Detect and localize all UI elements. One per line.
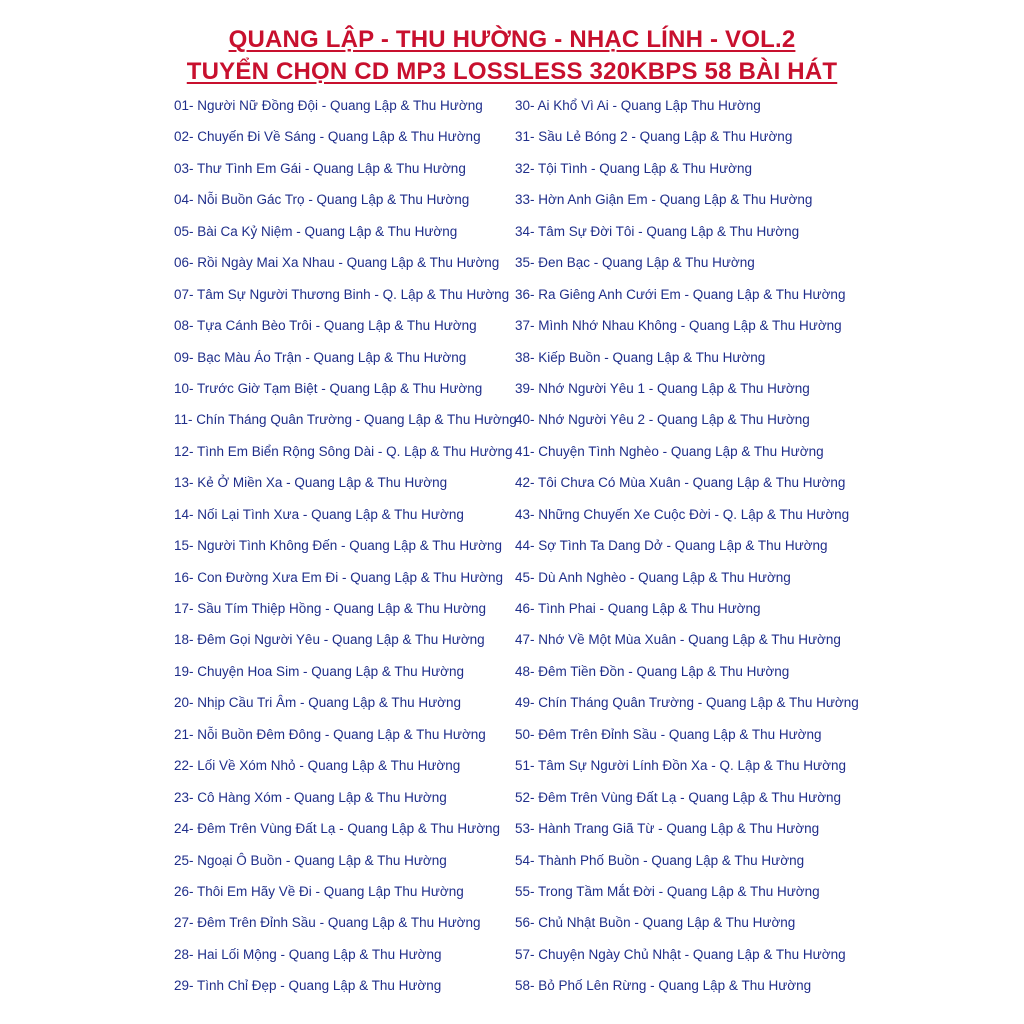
track-item: 32- Tội Tình - Quang Lập & Thu Hường (515, 160, 753, 176)
track-item: 02- Chuyến Đi Về Sáng - Quang Lập & Thu Hường (174, 129, 481, 145)
track-item: 20- Nhịp Cầu Tri Âm - Quang Lập & Thu Hường (174, 695, 462, 711)
track-item: 08- Tựa Cánh Bèo Trôi - Quang Lập & Thu Hường (174, 318, 477, 334)
track-item: 40- Nhớ Người Yêu 2 - Quang Lập & Thu Hường (515, 412, 810, 428)
track-item: 47- Nhớ Về Một Mùa Xuân - Quang Lập & Thu Hường (515, 632, 841, 648)
track-item: 07- Tâm Sự Người Thương Binh - Q. Lập & Thu Hường (174, 286, 510, 302)
track-item: 04- Nỗi Buồn Gác Trọ - Quang Lập & Thu Hường (174, 192, 470, 208)
track-item: 26- Thôi Em Hãy Về Đi - Quang Lập Thu Hường (174, 883, 464, 899)
track-item: 54- Thành Phố Buồn - Quang Lập & Thu Hường (515, 852, 805, 868)
track-item: 37- Mình Nhớ Nhau Không - Quang Lập & Thu Hường (515, 318, 842, 334)
track-item: 56- Chủ Nhật Buồn - Quang Lập & Thu Hường (515, 915, 796, 931)
track-item: 22- Lối Về Xóm Nhỏ - Quang Lập & Thu Hường (174, 758, 461, 774)
track-item: 30- Ai Khổ Vì Ai - Quang Lập Thu Hường (515, 98, 761, 113)
track-item: 01- Người Nữ Đồng Đội - Quang Lập & Thu Hường (174, 98, 483, 113)
track-item: 11- Chín Tháng Quân Trường - Quang Lập & Thu Hường (174, 412, 517, 428)
track-item: 25- Ngoại Ô Buồn - Quang Lập & Thu Hường (174, 852, 447, 868)
track-item: 38- Kiếp Buồn - Quang Lập & Thu Hường (515, 349, 766, 365)
track-item: 39- Nhớ Người Yêu 1 - Quang Lập & Thu Hường (515, 380, 810, 396)
track-item: 18- Đêm Gọi Người Yêu - Quang Lập & Thu Hường (174, 632, 485, 648)
track-item: 10- Trước Giờ Tạm Biệt - Quang Lập & Thu Hường (174, 380, 483, 396)
track-item: 55- Trong Tầm Mắt Đời - Quang Lập & Thu Hường (515, 883, 820, 899)
track-item: 31- Sầu Lẻ Bóng 2 - Quang Lập & Thu Hường (515, 129, 793, 145)
track-item: 34- Tâm Sự Đời Tôi - Quang Lập & Thu Hường (515, 223, 800, 239)
track-item: 53- Hành Trang Giã Từ - Quang Lập & Thu Hường (515, 821, 820, 837)
track-item: 42- Tôi Chưa Có Mùa Xuân - Quang Lập & Thu Hường (515, 475, 846, 491)
track-item: 35- Đen Bạc - Quang Lập & Thu Hường (515, 255, 755, 271)
track-item: 15- Người Tình Không Đến - Quang Lập & Thu Hường (174, 538, 502, 554)
track-item: 27- Đêm Trên Đỉnh Sầu - Quang Lập & Thu Hường (174, 915, 481, 931)
track-item: 24- Đêm Trên Vùng Đất Lạ - Quang Lập & Thu Hường (174, 821, 501, 837)
album-title: QUANG LẬP - THU HƯỜNG - NHẠC LÍNH - VOL.2 (228, 26, 796, 53)
track-item: 44- Sợ Tình Ta Dang Dở - Quang Lập & Thu Hường (515, 538, 828, 554)
track-item: 43- Những Chuyến Xe Cuộc Đời - Q. Lập & Thu Hường (515, 506, 850, 522)
track-item: 12- Tình Em Biển Rộng Sông Dài - Q. Lập & Thu Hường (174, 443, 513, 459)
track-item: 29- Tình Chỉ Đẹp - Quang Lập & Thu Hường (174, 978, 442, 994)
track-item: 14- Nối Lại Tình Xưa - Quang Lập & Thu Hường (174, 506, 464, 522)
track-item: 21- Nỗi Buồn Đêm Đông - Quang Lập & Thu Hường (174, 726, 486, 742)
track-item: 46- Tình Phai - Quang Lập & Thu Hường (515, 601, 761, 616)
track-item: 45- Dù Anh Nghèo - Quang Lập & Thu Hường (515, 569, 791, 585)
track-item: 13- Kẻ Ở Miền Xa - Quang Lập & Thu Hường (174, 475, 448, 491)
track-item: 17- Sầu Tím Thiệp Hồng - Quang Lập & Thu Hường (174, 601, 487, 616)
track-item: 50- Đêm Trên Đỉnh Sầu - Quang Lập & Thu Hường (515, 726, 822, 742)
track-item: 28- Hai Lối Mộng - Quang Lập & Thu Hường (174, 946, 442, 962)
track-item: 52- Đêm Trên Vùng Đất Lạ - Quang Lập & Thu Hường (515, 789, 842, 805)
track-item: 49- Chín Tháng Quân Trường - Quang Lập & Thu Hường (515, 695, 859, 711)
track-item: 19- Chuyện Hoa Sim - Quang Lập & Thu Hường (174, 663, 465, 679)
album-subtitle: TUYỂN CHỌN CD MP3 LOSSLESS 320KBPS 58 BÀI HÁT (186, 58, 838, 85)
tracklist-right-column (515, 94, 865, 1006)
track-item: 57- Chuyện Ngày Chủ Nhật - Quang Lập & Thu Hường (515, 946, 846, 962)
track-item: 58- Bỏ Phố Lên Rừng - Quang Lập & Thu Hường (515, 978, 812, 994)
track-item: 36- Ra Giêng Anh Cưới Em - Quang Lập & Thu Hường (515, 286, 846, 302)
track-item: 06- Rồi Ngày Mai Xa Nhau - Quang Lập & Thu Hường (174, 255, 500, 271)
tracklist-left-column (174, 94, 517, 1006)
track-item: 05- Bài Ca Kỷ Niệm - Quang Lập & Thu Hường (174, 223, 458, 239)
track-item: 41- Chuyện Tình Nghèo - Quang Lập & Thu Hường (515, 443, 824, 459)
track-item: 48- Đêm Tiền Đồn - Quang Lập & Thu Hường (515, 663, 790, 679)
track-item: 03- Thư Tình Em Gái - Quang Lập & Thu Hường (174, 160, 466, 176)
track-item: 16- Con Đường Xưa Em Đi - Quang Lập & Thu Hường (174, 569, 503, 585)
track-item: 51- Tâm Sự Người Lính Đồn Xa - Q. Lập & Thu Hường (515, 758, 846, 774)
track-item: 23- Cô Hàng Xóm - Quang Lập & Thu Hường (174, 789, 447, 805)
track-item: 33- Hờn Anh Giận Em - Quang Lập & Thu Hường (515, 192, 813, 208)
track-item: 09- Bạc Màu Áo Trận - Quang Lập & Thu Hường (174, 349, 467, 365)
